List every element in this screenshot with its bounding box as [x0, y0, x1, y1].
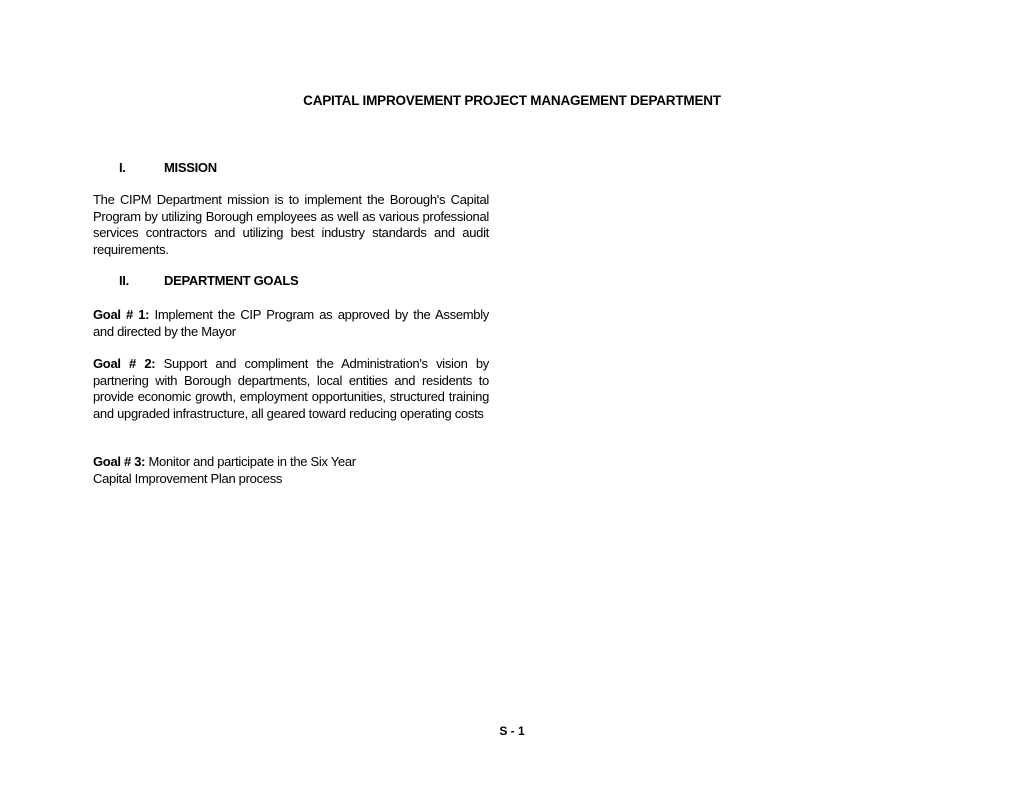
page-number: S - 1: [499, 724, 525, 738]
goal-text-line2: Capital Improvement Plan process: [93, 470, 283, 486]
section-title: MISSION: [164, 160, 217, 175]
goal-label: Goal # 1:: [93, 307, 150, 322]
section-number: II.: [119, 273, 129, 288]
goal-text-line1: Monitor and participate in the Six Year: [148, 454, 356, 469]
section-heading-mission: [119, 160, 217, 175]
goal-label: Goal # 3:: [93, 454, 146, 469]
section-heading-goals: [119, 273, 298, 288]
page-title: CAPITAL IMPROVEMENT PROJECT MANAGEMENT DEPARTMENT: [303, 93, 721, 108]
section-number: I.: [119, 160, 126, 175]
goal-text: Support and compliment the Administration's vision by partnering with Borough departments, local entities and residents to provide economic growth, employment opportunities, structured training and upgraded infrastructure, all geared toward reducing operating costs: [93, 356, 489, 421]
mission-paragraph: The CIPM Department mission is to implement the Borough's Capital Program by utilizing Borough employees as well as various professional services contractors and utilizing best industry standards and audit requirements.: [93, 192, 489, 257]
section-title: DEPARTMENT GOALS: [164, 273, 299, 288]
goal-label: Goal # 2:: [93, 356, 156, 371]
goal-text: Implement the CIP Program as approved by the Assembly and directed by the Mayor: [93, 307, 489, 339]
goal-1-paragraph: [93, 307, 489, 340]
goal-3-paragraph: [93, 454, 489, 487]
goal-2-paragraph: [93, 356, 489, 422]
